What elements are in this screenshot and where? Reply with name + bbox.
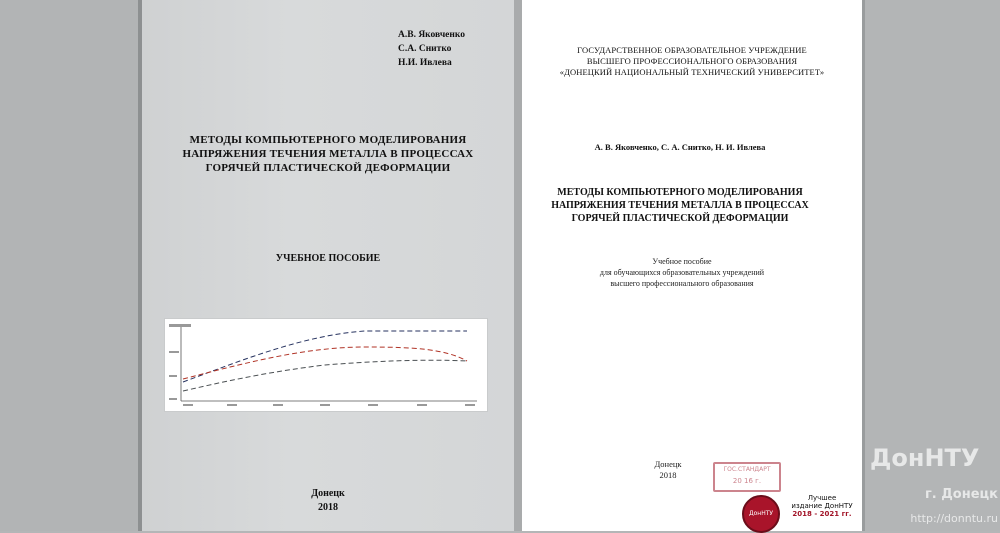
subtitle-line: высшего профессионального образования bbox=[610, 279, 754, 288]
title-page-authors: А. В. Яковченко, С. А. Снитко, Н. И. Ивлева bbox=[594, 142, 766, 152]
watermark-city: г. Донецк bbox=[924, 487, 998, 502]
watermark-name: ДонНТУ bbox=[870, 444, 980, 472]
title-page-title-line: МЕТОДЫ КОМПЬЮТЕРНОГО МОДЕЛИРОВАНИЯ bbox=[557, 187, 803, 198]
institution-name bbox=[522, 45, 862, 78]
chart-ticks bbox=[169, 324, 475, 406]
institution-line: «ДОНЕЦКИЙ НАЦИОНАЛЬНЫЙ ТЕХНИЧЕСКИЙ УНИВЕРСИТЕТ» bbox=[559, 67, 825, 77]
title-page-title bbox=[522, 186, 838, 225]
watermark-url: http://donntu.ru bbox=[910, 512, 998, 525]
subtitle-line: Учебное пособие bbox=[652, 257, 712, 266]
cover-authors bbox=[398, 28, 498, 70]
cover-author: А.В. Яковченко bbox=[398, 30, 465, 40]
scan-left-margin bbox=[0, 0, 138, 531]
cover-title-line: ГОРЯЧЕЙ ПЛАСТИЧЕСКОЙ ДЕФОРМАЦИИ bbox=[205, 162, 451, 174]
book-cover bbox=[142, 0, 514, 531]
cover-year: 2018 bbox=[318, 502, 338, 513]
cover-author: Н.И. Ивлева bbox=[398, 58, 452, 68]
cover-author: С.А. Снитко bbox=[398, 44, 452, 54]
award-line: Лучшее bbox=[807, 494, 837, 502]
book-spine bbox=[514, 0, 522, 531]
title-page-subtitle bbox=[522, 256, 842, 289]
award-seal-icon: ДонНТУ bbox=[742, 495, 780, 533]
cover-imprint bbox=[142, 487, 514, 515]
title-page-city: Донецк bbox=[654, 459, 682, 469]
institution-line: ВЫСШЕГО ПРОФЕССИОНАЛЬНОГО ОБРАЗОВАНИЯ bbox=[586, 56, 798, 66]
title-page-title-line: НАПРЯЖЕНИЯ ТЕЧЕНИЯ МЕТАЛЛА В ПРОЦЕССАХ bbox=[551, 200, 809, 211]
stamp-line: ГОС.СТАНДАРТ bbox=[723, 466, 771, 473]
cover-title bbox=[142, 133, 514, 175]
title-page-year: 2018 bbox=[659, 470, 677, 480]
award-years: 2018 - 2021 гг. bbox=[792, 510, 852, 518]
institution-line: ГОСУДАРСТВЕННОЕ ОБРАЗОВАТЕЛЬНОЕ УЧРЕЖДЕНИЕ bbox=[577, 45, 807, 55]
library-stamp bbox=[713, 462, 781, 492]
chart-curve-bottom bbox=[183, 360, 467, 391]
cover-title-line: МЕТОДЫ КОМПЬЮТЕРНОГО МОДЕЛИРОВАНИЯ bbox=[189, 134, 467, 146]
chart-curve-top bbox=[183, 331, 467, 382]
stamp-date: 20 16 г. bbox=[732, 477, 762, 485]
cover-chart-graphic bbox=[165, 319, 487, 411]
cover-genre: УЧЕБНОЕ ПОСОБИЕ bbox=[275, 253, 381, 264]
cover-chart-illustration bbox=[164, 318, 488, 412]
chart-curve-middle bbox=[183, 347, 467, 379]
title-page-title-line: ГОРЯЧЕЙ ПЛАСТИЧЕСКОЙ ДЕФОРМАЦИИ bbox=[571, 213, 789, 224]
cover-title-line: НАПРЯЖЕНИЯ ТЕЧЕНИЯ МЕТАЛЛА В ПРОЦЕССАХ bbox=[182, 148, 474, 160]
right-page-edge bbox=[862, 0, 865, 531]
title-page-imprint bbox=[640, 459, 696, 481]
award-line: издание ДонНТУ bbox=[791, 502, 853, 510]
subtitle-line: для обучающихся образовательных учреждений bbox=[599, 268, 765, 277]
cover-city: Донецк bbox=[311, 488, 345, 499]
award-label bbox=[782, 494, 862, 518]
